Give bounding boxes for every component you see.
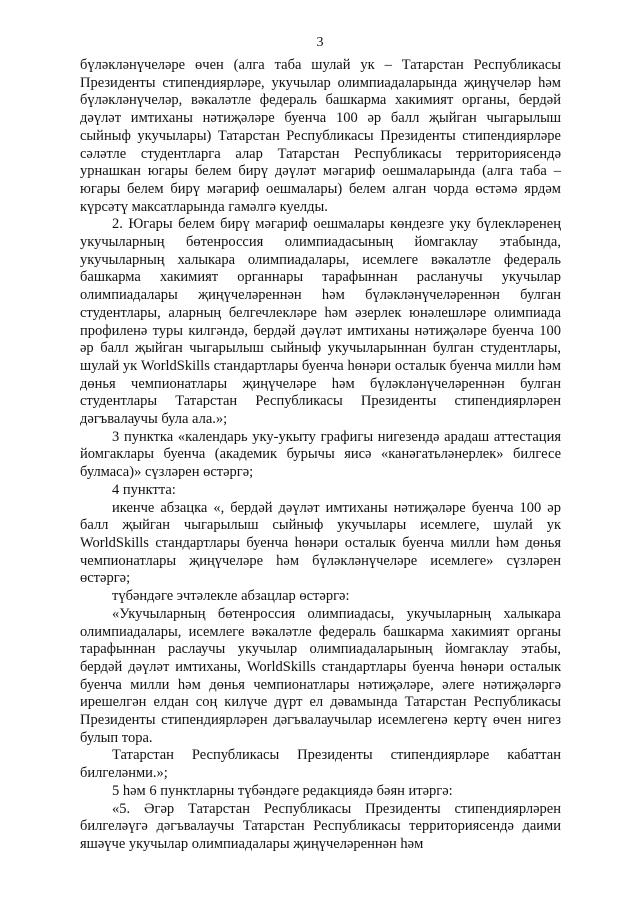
paragraph-item-5-start: «5. Әгәр Татарстан Республикасы Президенты стипендиярләрен билгеләүгә дәгъвалаучы Татарстан Республикасы территориясендә даими яшәүче укучылар олимпиадалары җиңүчеләреннән һәм [80, 800, 561, 852]
document-body [80, 57, 561, 854]
paragraph-item-3: 3 пунктка «календарь уку-укыту графигы нигезендә арадаш аттестация йомгаклары буенча (академик бурычы яисә «канәгатьләнерлек» билгесе булмаса)» сүзләрен өстәргә; [80, 428, 561, 481]
paragraph-item-4-heading: 4 пунктта: [112, 481, 176, 498]
paragraph-item-2: 2. Югары белем бирү мәгариф оешмалары көндезге уку бүлекләренең укучыларның бөтенроссия олимпиадасының йомгаклау этабында, укучыларның халыкара олимпиадалары, исемлеге вәкаләтле федераль башкарма хакимият органнары тарафыннан расланучы укучылар олимпиадалары җиңүчеләреннән һәм бүләкләнүчеләреннән булган студентлары, аларның белгечлекләре һәм әзерлек юнәлешләре олимпиада профиленә туры килгәндә, бердәй дәүләт имтиханы нәтиҗәләре буенча 100 әр балл җыйган чыгарылыш сыйныф укучыларыннан булган студентлары, шулай ук WorldSkills стандартлары буенча һөнәри осталык буенча милли һәм дөнья чемпионатлары җиңүчеләре һәм бүләкләнүчеләреннән булган студентлары Татарстан Республикасы Президенты стипендиярләрен дәгъвалаучы була ала.»; [80, 216, 561, 428]
paragraph-continuation: бүләкләнүчеләре өчен (алга таба шулай ук – Татарстан Республикасы Президенты стипендиярләре, укучылар олимпиадаларында җиңүчеләр һәм бүләкләнүчеләр, вәкаләтле федераль башкарма хакимият органы, бердәй дәүләт имтиханы нәтиҗәләре буенча 100 әр балл җыйган чыгарылыш сыйныф укучылары) Татарстан Республикасы Президенты стипендиярләре сәләтле студентларга алар Татарстан Республикасы территориясендә урнашкан югары белем бирү дәүләт мәгариф оешмаларында (алга таба – югары белем бирү мәгариф оешмалары) белем алган чорда өстәмә ярдәм күрсәтү максатларында гамәлгә куелды. [80, 57, 561, 215]
paragraph-items-5-6: 5 һәм 6 пунктларны түбәндәге редакциядә бәян итәргә: [112, 782, 453, 799]
paragraph-add-abzacs: түбәндәге эчтәлекле абзацлар өстәргә: [112, 588, 350, 605]
page-number: 3 [316, 35, 324, 50]
paragraph-second-abzac: икенче абзацка «, бердәй дәүләт имтиханы нәтиҗәләре буенча 100 әр балл җыйган чыгарылыш сыйныф укучылары исемлеге, шулай ук WorldSkills стандартлары буенча һөнәри осталык буенча милли һәм дөнья чемпионатлары җиңүчеләре һәм бүләкләнүчеләре исемлеге» сүзләрен өстәргә; [80, 499, 561, 587]
paragraph-not-reassigned: Татарстан Республикасы Президенты стипендиярләре кабаттан билгеләнми.»; [80, 747, 561, 782]
paragraph-quoted-basis: «Укучыларның бөтенроссия олимпиадасы, укучыларның халыкара олимпиадалары, исемлеге вәкаләтле федераль башкарма хакимият органы тарафыннан раслаучы укучылар олимпиадаларының йомгаклау этабы, бердәй дәүләт имтиханы, WorldSkills стандартлары буенча һөнәри осталык буенча милли һәм дөнья чемпионатлары нәтиҗәләре, әлеге нәтиҗәләргә ирешелгән елдан соң килүче дүрт ел дәвамында Татарстан Республикасы Президенты стипендиярләрен дәгъвалаучылар исемлегенә кертү өчен нигез булып тора. [80, 605, 561, 746]
